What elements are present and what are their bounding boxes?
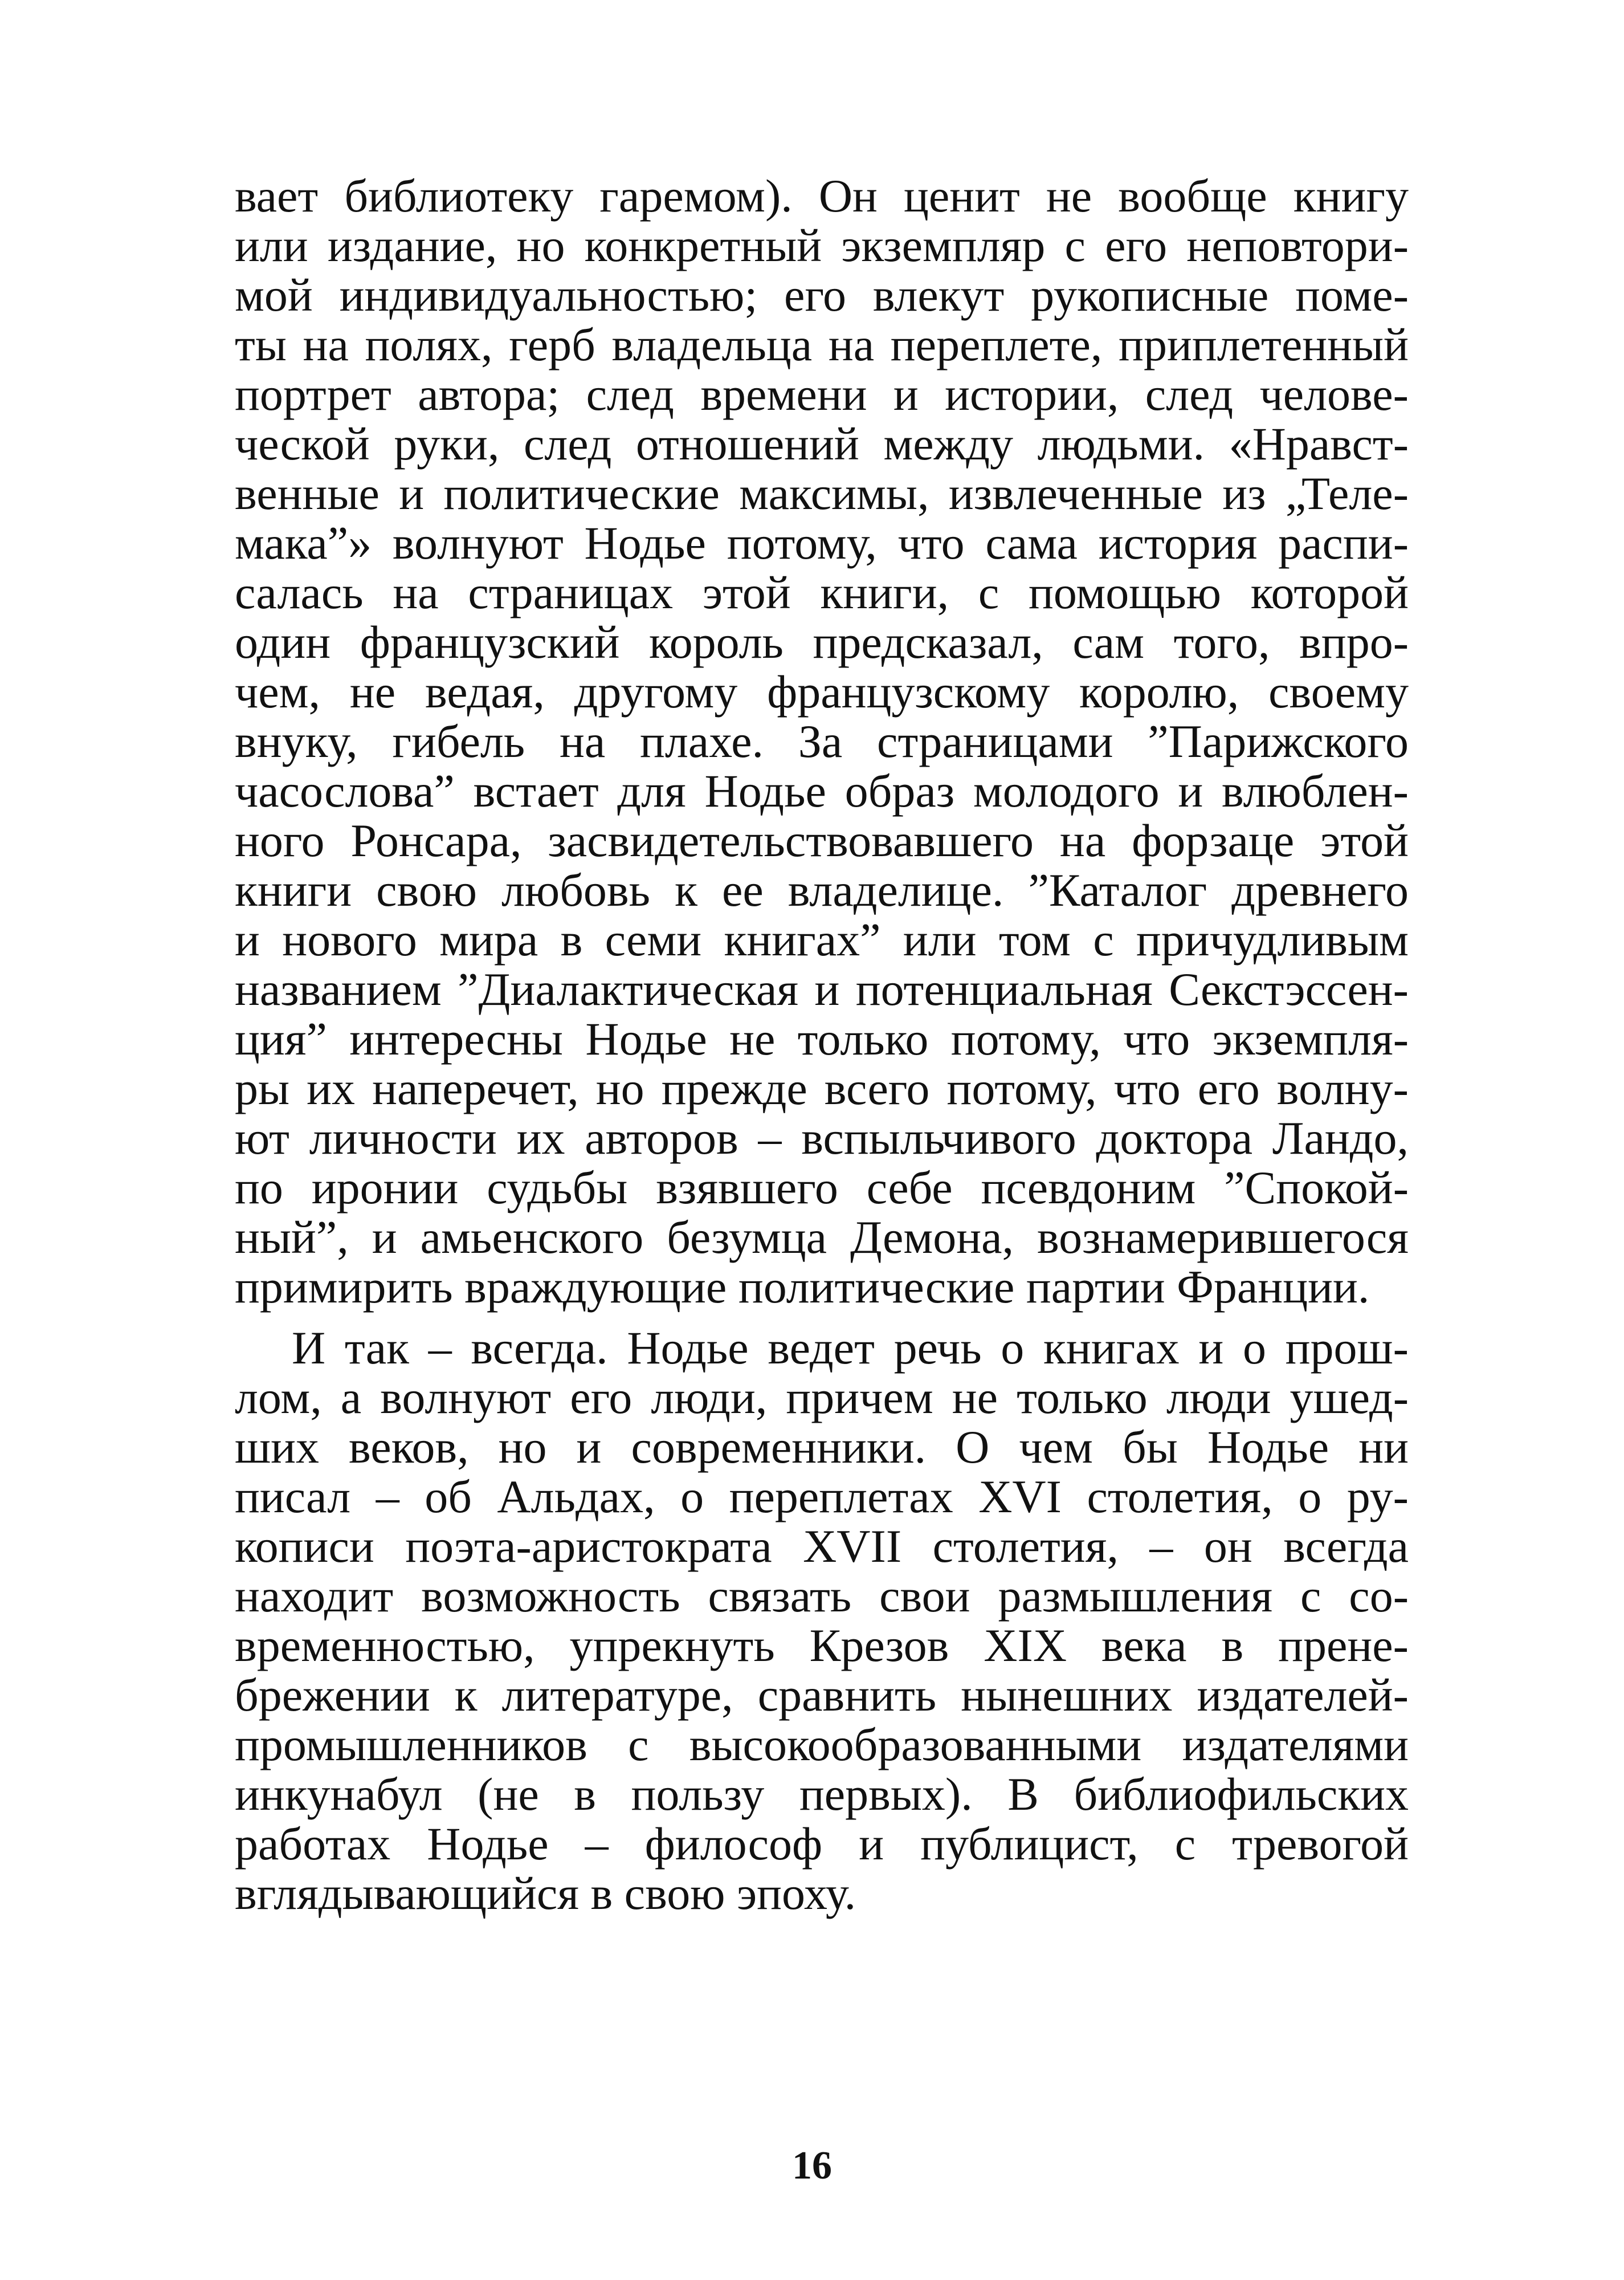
text-line: писал – об Альдах, о переплетах XVI столетия, о ру- (235, 1471, 1409, 1522)
text-line: или издание, но конкретный экземпляр с его неповтори- (235, 219, 1409, 271)
text-line: книги свою любовь к ее владелице. ”Каталог древнего (235, 864, 1409, 916)
text-line: внуку, гибель на плахе. За страницами ”Парижского (235, 715, 1409, 767)
text-line: примирить враждующие политические партии Франции. (235, 1261, 1370, 1313)
text-line: промышленников с высокообразованными издателями (235, 1719, 1409, 1770)
text-line: ют личности их авторов – вспыльчивого доктора Ландо, (235, 1112, 1409, 1164)
text-line: названием ”Диалактическая и потенциальная Секстэссен- (235, 963, 1409, 1015)
paragraph-2 (235, 1323, 1409, 1918)
text-line: вает библиотеку гаремом). Он ценит не вообще книгу (235, 170, 1409, 222)
text-line: И так – всегда. Нодье ведет речь о книгах и о прош- (292, 1322, 1409, 1374)
text-line: кописи поэта-аристократа XVII столетия, – он всегда (235, 1520, 1409, 1572)
text-line: один французский король предсказал, сам того, впро- (235, 616, 1409, 668)
text-line: брежении к литературе, сравнить нынешних издателей- (235, 1669, 1409, 1721)
text-line: портрет автора; след времени и истории, след челове- (235, 368, 1409, 420)
text-line: венные и политические максимы, извлеченные из „Теле- (235, 467, 1409, 519)
text-line: мака”» волнуют Нодье потому, что сама история распи- (235, 517, 1409, 569)
text-line: по иронии судьбы взявшего себе псевдоним ”Спокой- (235, 1162, 1409, 1214)
text-line: ты на полях, герб владельца на переплете, приплетенный (235, 319, 1409, 370)
text-line: чем, не ведая, другому французскому королю, своему (235, 666, 1409, 718)
text-line: ческой руки, след отношений между людьми. «Нравст- (235, 418, 1409, 470)
text-line: находит возможность связать свои размышления с со- (235, 1570, 1409, 1622)
text-line: ры их наперечет, но прежде всего потому, что его волну- (235, 1062, 1409, 1114)
text-line: работах Нодье – философ и публицист, с тревогой (235, 1818, 1409, 1870)
paragraph-1 (235, 171, 1409, 1312)
text-line: инкунабул (не в пользу первых). В библиофильских (235, 1768, 1409, 1820)
paragraph-gap (235, 1312, 1409, 1323)
text-line: временностью, упрекнуть Крезов XIX века в прене- (235, 1619, 1409, 1671)
body-text (235, 171, 1409, 1918)
text-line: вглядывающийся в свою эпоху. (235, 1867, 856, 1919)
page-number: 16 (792, 2144, 832, 2188)
text-line: часослова” встает для Нодье образ молодого и влюблен- (235, 765, 1409, 817)
text-line: ших веков, но и современники. О чем бы Нодье ни (235, 1421, 1409, 1473)
text-line: ного Ронсара, засвидетельствовавшего на форзаце этой (235, 815, 1409, 866)
text-line: лом, а волнуют его люди, причем не только люди ушед- (235, 1371, 1409, 1423)
text-line: салась на страницах этой книги, с помощью которой (235, 567, 1409, 618)
text-line: мой индивидуальностью; его влекут рукописные поме- (235, 269, 1409, 321)
text-line: и нового мира в семи книгах” или том с причудливым (235, 914, 1409, 966)
text-line: ция” интересны Нодье не только потому, что экземпля- (235, 1013, 1409, 1065)
text-line: ный”, и амьенского безумца Демона, вознамерившегося (235, 1211, 1409, 1263)
